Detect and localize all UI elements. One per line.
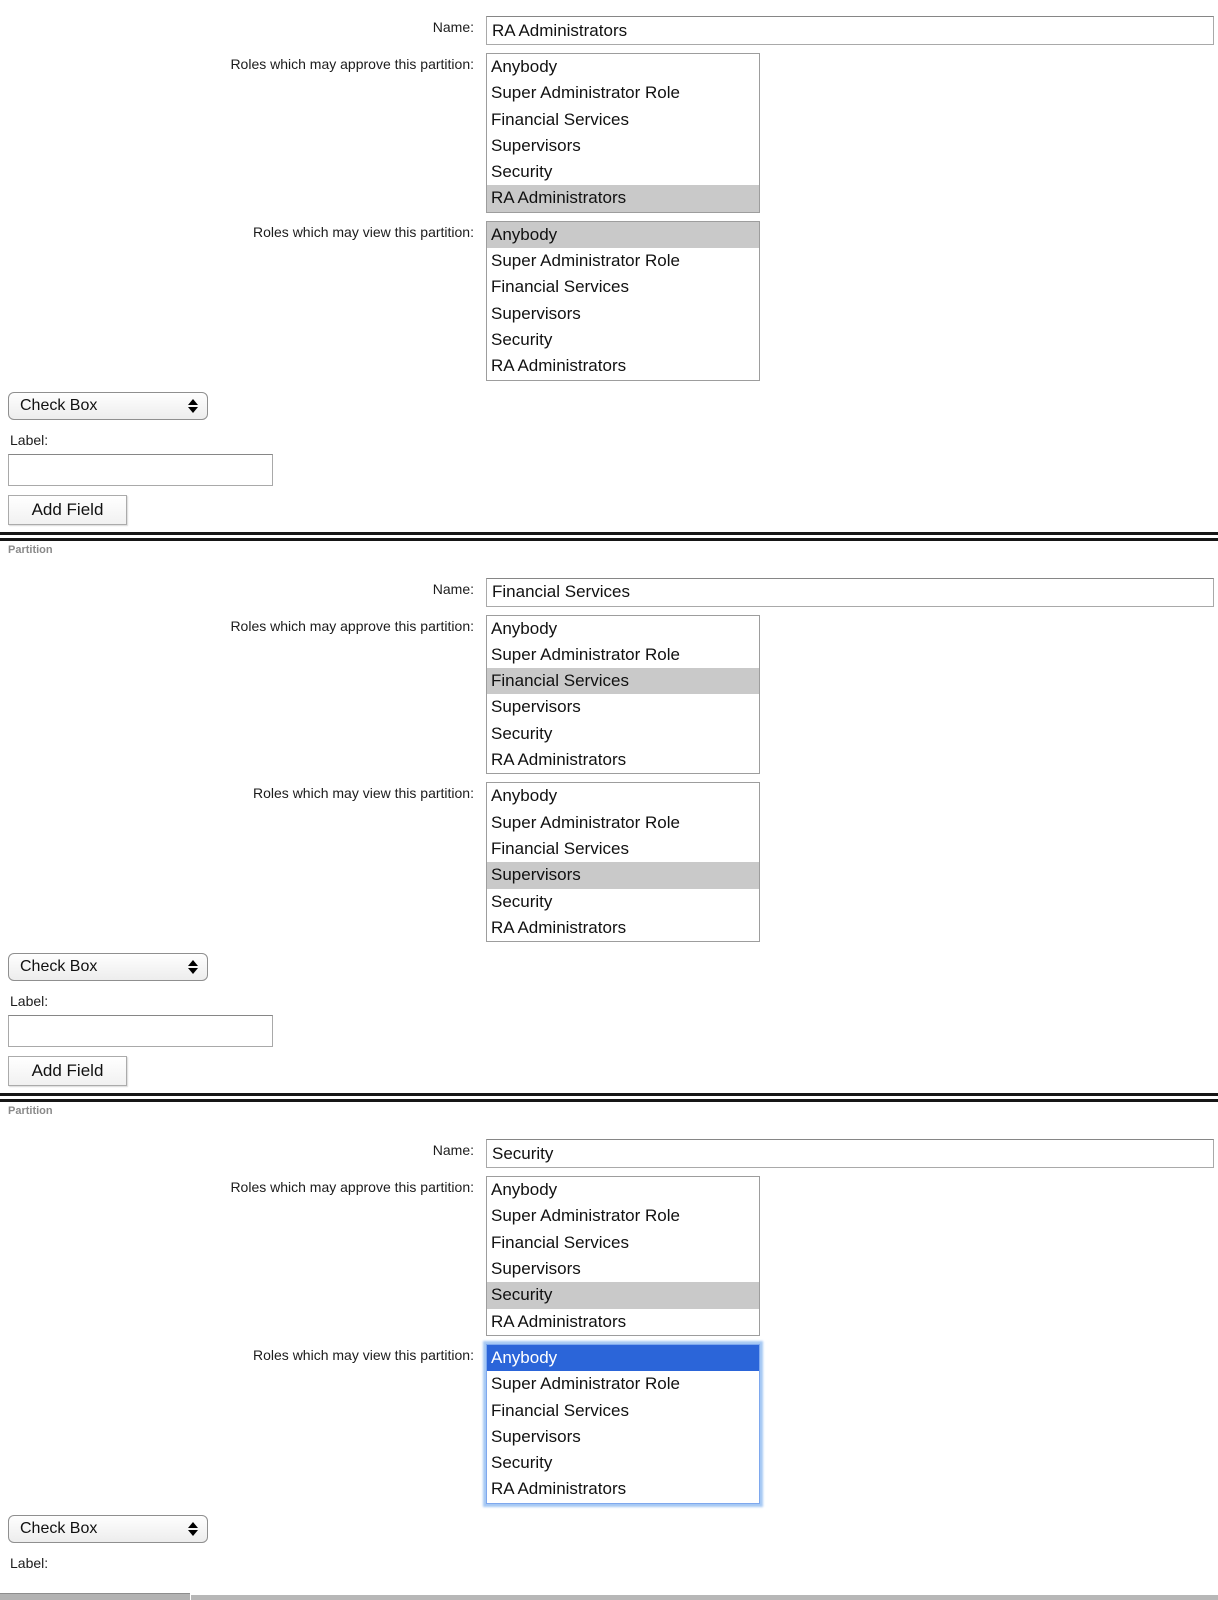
role-option[interactable]: Supervisors: [491, 697, 581, 717]
section-divider: [0, 1093, 1218, 1102]
role-option[interactable]: Security: [491, 1453, 553, 1473]
role-option[interactable]: Supervisors: [487, 862, 759, 888]
role-option[interactable]: Security: [491, 329, 553, 349]
partition-section: [0, 544, 1218, 1103]
updown-arrows-icon: [188, 399, 198, 413]
view-roles-label: Roles which may view this partition:: [253, 785, 474, 802]
partition-name-input[interactable]: [486, 1139, 1214, 1168]
role-option[interactable]: RA Administrators: [491, 356, 627, 376]
approve-roles-label: Roles which may approve this partition:: [230, 1179, 474, 1196]
view-roles-label: Roles which may view this partition:: [253, 223, 474, 240]
role-option[interactable]: Financial Services: [491, 1232, 629, 1252]
updown-arrows-icon: [188, 960, 198, 974]
partition-section: [0, 0, 1218, 541]
field-type-select[interactable]: [8, 953, 208, 981]
approve-roles-listbox[interactable]: [486, 53, 760, 213]
role-option[interactable]: Financial Services: [491, 838, 629, 858]
name-label: Name:: [432, 1142, 474, 1159]
role-option[interactable]: Anybody: [491, 786, 558, 806]
role-option[interactable]: RA Administrators: [491, 1311, 627, 1331]
field-type-value: Check Box: [20, 1519, 98, 1537]
section-divider: [0, 532, 1218, 541]
approve-roles-listbox[interactable]: [486, 1176, 760, 1336]
field-label: Label:: [10, 993, 49, 1010]
field-type-select[interactable]: [8, 1515, 208, 1543]
partition-section: [0, 1105, 1218, 1571]
field-label: Label:: [10, 431, 49, 448]
field-type-select[interactable]: [8, 392, 208, 420]
role-option[interactable]: Security: [491, 162, 553, 182]
field-type-value: Check Box: [20, 396, 98, 414]
add-field-button[interactable]: Add Field: [8, 495, 127, 525]
view-roles-listbox[interactable]: [486, 221, 760, 381]
role-option[interactable]: Super Administrator Role: [491, 812, 680, 832]
role-option[interactable]: Super Administrator Role: [491, 83, 680, 103]
role-option[interactable]: Anybody: [487, 1345, 759, 1371]
role-option[interactable]: Supervisors: [491, 135, 581, 155]
partition-name-input[interactable]: [486, 16, 1214, 45]
approve-roles-label: Roles which may approve this partition:: [230, 617, 474, 634]
role-option[interactable]: RA Administrators: [491, 1479, 627, 1499]
partition-legend: Partition: [8, 1105, 53, 1118]
role-option[interactable]: Super Administrator Role: [491, 644, 680, 664]
partition-name-input[interactable]: [486, 578, 1214, 607]
field-type-value: Check Box: [20, 958, 98, 976]
role-option[interactable]: Financial Services: [487, 668, 759, 694]
role-option[interactable]: Financial Services: [491, 277, 629, 297]
role-option[interactable]: Security: [491, 723, 553, 743]
role-option[interactable]: Supervisors: [491, 303, 581, 323]
role-option[interactable]: Financial Services: [491, 109, 629, 129]
role-option[interactable]: Super Administrator Role: [491, 1206, 680, 1226]
role-option[interactable]: Supervisors: [491, 1426, 581, 1446]
updown-arrows-icon: [188, 1522, 198, 1536]
view-roles-label: Roles which may view this partition:: [253, 1346, 474, 1363]
role-option[interactable]: Anybody: [491, 1180, 558, 1200]
label-input-cutoff[interactable]: [0, 1593, 190, 1600]
view-roles-listbox[interactable]: [486, 782, 760, 942]
field-label-input[interactable]: [8, 454, 273, 486]
name-label: Name:: [432, 19, 474, 35]
approve-roles-listbox[interactable]: [486, 615, 760, 775]
approve-roles-label: Roles which may approve this partition:: [230, 56, 474, 72]
divider-cutoff: [191, 1595, 1218, 1600]
add-field-button[interactable]: Add Field: [8, 1056, 127, 1086]
role-option[interactable]: Supervisors: [491, 1259, 581, 1279]
field-label: Label:: [10, 1554, 49, 1571]
role-option[interactable]: Financial Services: [491, 1400, 629, 1420]
partition-legend: Partition: [8, 543, 53, 556]
view-roles-listbox[interactable]: [486, 1344, 760, 1504]
role-option[interactable]: RA Administrators: [491, 750, 627, 770]
role-option[interactable]: Super Administrator Role: [491, 1374, 680, 1394]
role-option[interactable]: Anybody: [487, 222, 759, 248]
name-label: Name:: [432, 580, 474, 597]
role-option[interactable]: RA Administrators: [491, 917, 627, 937]
role-option[interactable]: RA Administrators: [487, 185, 759, 211]
role-option[interactable]: Security: [487, 1282, 759, 1308]
role-option[interactable]: Anybody: [491, 618, 558, 638]
role-option[interactable]: Super Administrator Role: [491, 251, 680, 271]
role-option[interactable]: Security: [491, 891, 553, 911]
field-label-input[interactable]: [8, 1015, 273, 1047]
role-option[interactable]: Anybody: [491, 57, 558, 76]
